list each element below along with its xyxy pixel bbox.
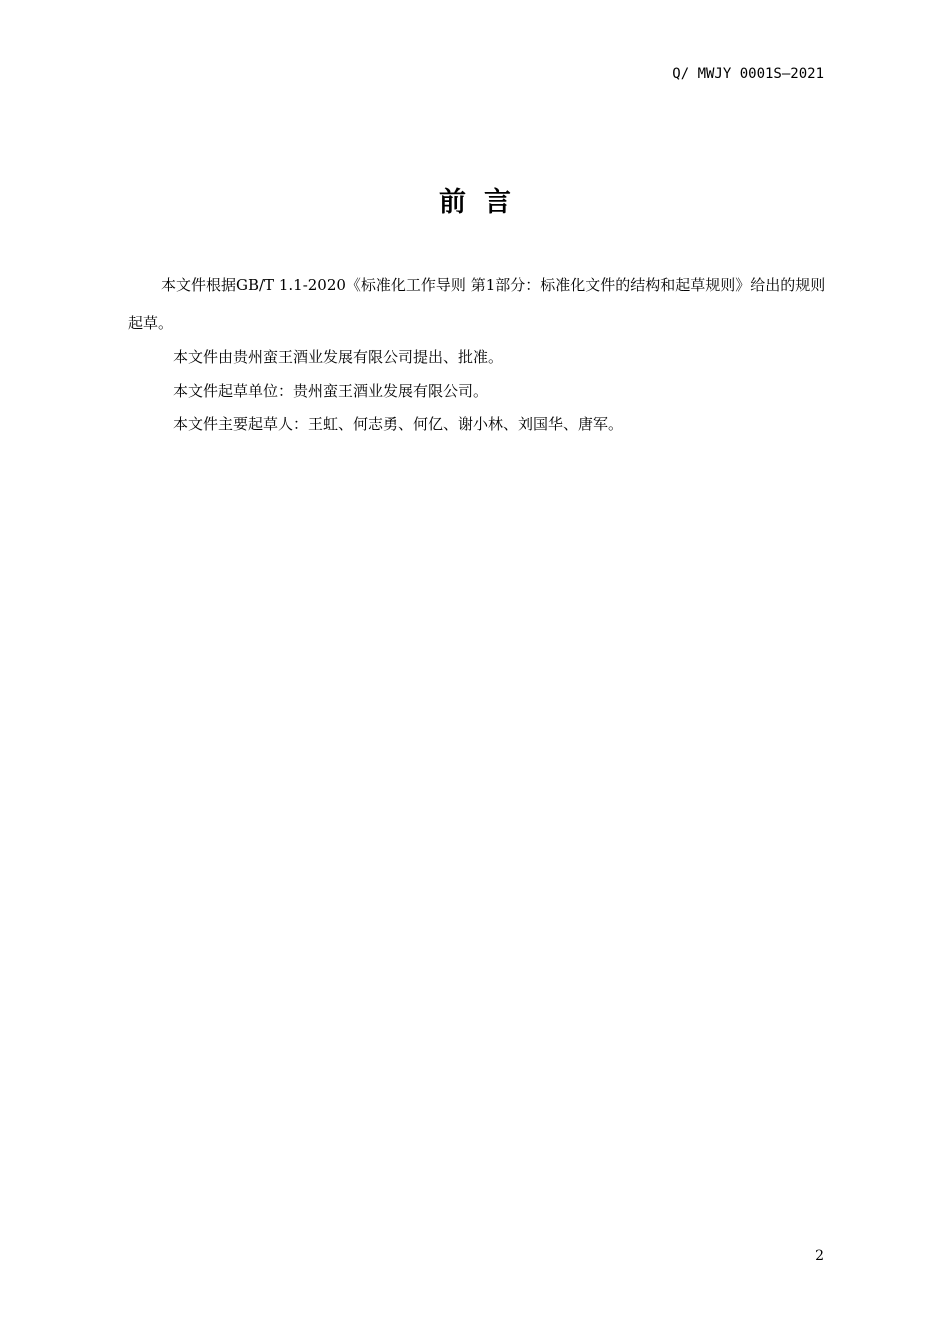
page-number: 2 <box>815 1248 824 1264</box>
document-code: Q/ MWJY 0001S—2021 <box>672 66 824 82</box>
paragraph-drafters: 本文件主要起草人：王虹、何志勇、何亿、谢小林、刘国华、唐军。 <box>173 415 624 433</box>
paragraph-drafting-unit: 本文件起草单位：贵州蛮王酒业发展有限公司。 <box>173 382 489 400</box>
page-title: 前言 <box>439 187 529 218</box>
paragraph-drafting-basis: 本文件根据GB/T 1.1-2020《标准化工作导则 第1部分：标准化文件的结构和起草规则》给出的规则起草。 <box>128 276 826 332</box>
paragraph-proposer: 本文件由贵州蛮王酒业发展有限公司提出、批准。 <box>173 348 504 366</box>
